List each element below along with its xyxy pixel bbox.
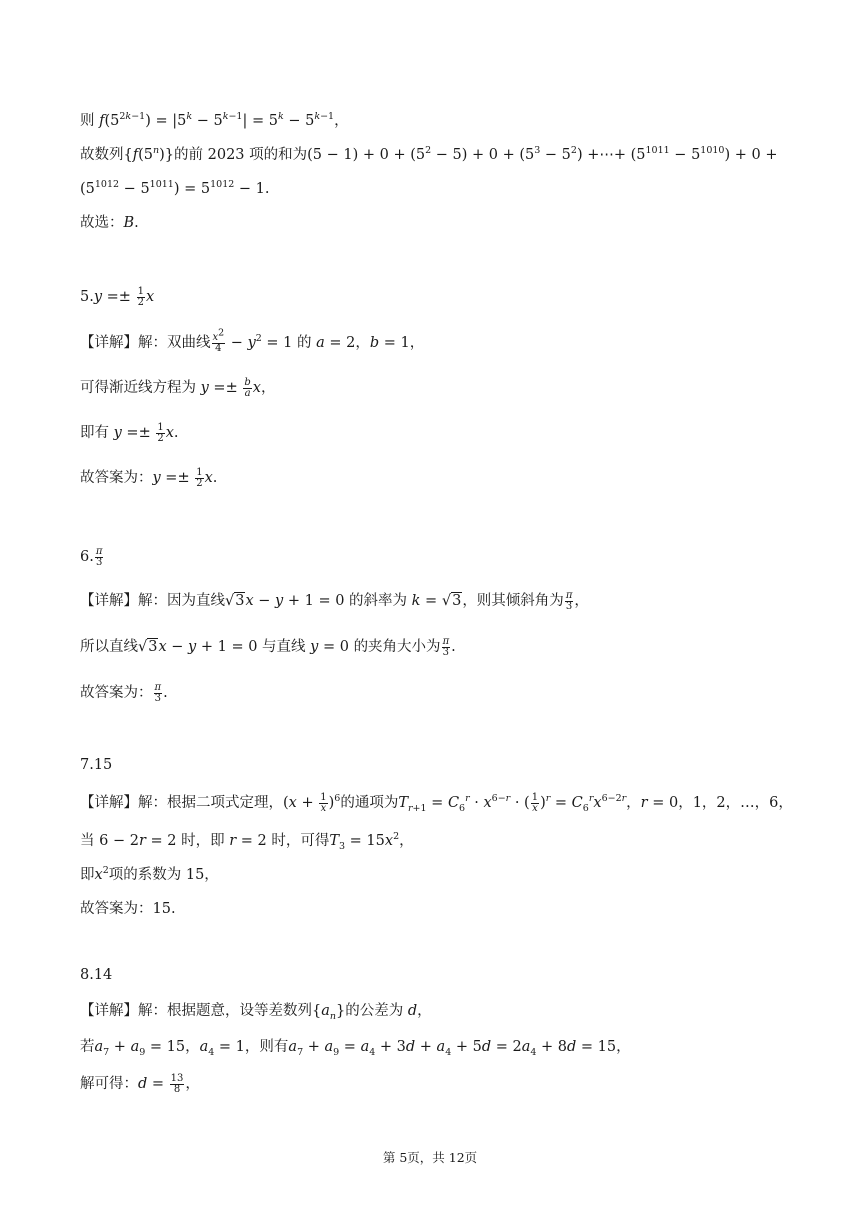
question-number: 6. (80, 549, 94, 565)
text-line: 【详解】解：双曲线 $\frac{x^2}{4}$ − $y^2 = 1$ 的 a = 2，b = 1， (80, 327, 425, 354)
text: ， (399, 833, 414, 849)
text: 所以直线 (80, 639, 138, 655)
text-line (80, 144, 778, 166)
text-line: 可得渐近线方程为 y =± $\frac{b}{a}$ x， (80, 376, 276, 399)
text: 解：双曲线 (138, 335, 211, 351)
text: 若 (80, 1039, 95, 1055)
question-5-title: 5.y =± $\frac{1}{2}$ x (80, 285, 155, 308)
text-line: 解可得：d = $\frac{13}{8}$ ， (80, 1072, 200, 1095)
text: ，则其倾斜角为 (462, 593, 564, 609)
text: ， (778, 795, 793, 811)
text: ，则有 (244, 1039, 289, 1055)
explain-label: 【详解】 (80, 593, 138, 609)
text: . (451, 639, 456, 655)
question-number: 5. (80, 289, 94, 305)
text-line: 即$x^2$项的系数为 15， (80, 865, 219, 883)
text: ， (334, 113, 349, 129)
answer: B (123, 215, 135, 231)
text-line: 【详解】解：根据二项式定理，(x + $\frac{1}{x}$ )$^6$的通项为$T_{r+1} = C_6^r \cdot x^{6-r}$ · ( $\frac{1}{x}$ )$^r = C_6^rx^{6-2r}$，r = 0，1，2，…，6， (80, 791, 793, 814)
text: . (212, 470, 218, 486)
question-number: 8.14 (80, 967, 113, 983)
text-line: 即有 y =± $\frac{1}{2}$ x. (80, 421, 179, 444)
text: 当 (80, 833, 95, 849)
question-8-title (80, 964, 112, 986)
text: ， (616, 1039, 631, 1055)
text-line: 故答案为：y =± $\frac{1}{2}$ x. (80, 466, 218, 489)
text: 的夹角大小为 (353, 639, 441, 655)
text: 故答案为：15. (80, 901, 176, 917)
formula-line (80, 178, 270, 200)
text-line (80, 212, 139, 234)
text: 的斜率为 (349, 593, 408, 609)
text-line: 若$a_7 + a_9 = 15$，$a_4 = 1$，则有$a_7 + a_9 = a_4 + 3d + a_4 + 5d = 2a_4 + 8d = 15$， (80, 1039, 631, 1058)
text: 与直线 (262, 639, 306, 655)
text-line: 【详解】解：根据题意，设等差数列$\{a_n\}$的公差为 d， (80, 1003, 432, 1022)
text: 解：根据二项式定理， (138, 795, 283, 811)
text-line: 所以直线√3x − y + 1 = 0 与直线 y = 0 的夹角大小为 $\frac{\pi}{3}$ . (80, 635, 456, 658)
text-line: 【详解】解：因为直线√3x − y + 1 = 0 的斜率为 k = √3，则其倾斜角为 $\frac{\pi}{3}$ ， (80, 589, 589, 612)
text: . (163, 685, 168, 701)
text: 解：根据题意，设等差数列 (138, 1003, 312, 1019)
text: 的通项为 (340, 795, 399, 811)
text: 故答案为： (80, 470, 153, 486)
text: ， (185, 1076, 200, 1092)
text: . (134, 215, 139, 231)
text: ， (409, 335, 425, 351)
text: 的公差为 (345, 1003, 404, 1019)
question-7-title (80, 754, 112, 776)
text: ， (417, 1003, 432, 1019)
text: 时，可得 (271, 833, 330, 849)
text: 即 (80, 867, 95, 883)
text: 即有 (80, 425, 109, 441)
explain-label: 【详解】 (80, 795, 138, 811)
formula: {f(5$^n$)} (123, 145, 175, 163)
text: 的 (297, 335, 312, 351)
explain-label: 【详解】 (80, 1003, 138, 1019)
text: 项的系数为 15， (108, 867, 219, 883)
text: 解：因为直线 (138, 593, 225, 609)
text: 故答案为： (80, 685, 153, 701)
text-line (80, 898, 176, 920)
formula: $(5 - 1) + 0 + (5^2 - 5) + 0 + (5^3 - 5^2)$ +⋯+ $(5^{1011} - 5^{1010}) + 0$ + (307, 145, 778, 163)
text-line: 则 $f(5^{2k-1}) = |5^k - 5^{k-1}| = 5^k - 5^{k-1}$， (80, 111, 349, 129)
text: . (173, 425, 179, 441)
text: 则 (80, 113, 95, 129)
text-line: 当 6 − 2r = 2 时，即 r = 2 时，可得$T_3 = 15x^2$， (80, 831, 414, 852)
text: 的前 2023 项的和为 (174, 147, 308, 163)
text: ， (574, 593, 589, 609)
question-6-title: 6. $\frac{\pi}{3}$ (80, 545, 103, 568)
formula: f (99, 113, 105, 129)
text: 故选： (80, 215, 124, 231)
text: 解可得： (80, 1076, 138, 1092)
explain-label: 【详解】 (80, 335, 138, 351)
text: 可得渐近线方程为 (80, 380, 196, 396)
text: ， (260, 380, 276, 396)
text-line: 故答案为： $\frac{\pi}{3}$ . (80, 681, 168, 704)
text: 时，即 (181, 833, 225, 849)
page-footer: 第 5页，共 12页 (382, 1150, 478, 1165)
formula: $(5^{1012} - 5^{1011}) = 5^{1012} - 1$. (80, 179, 270, 197)
text: 故数列 (80, 147, 124, 163)
text: ， (185, 1039, 200, 1055)
question-number: 7.15 (80, 757, 113, 773)
